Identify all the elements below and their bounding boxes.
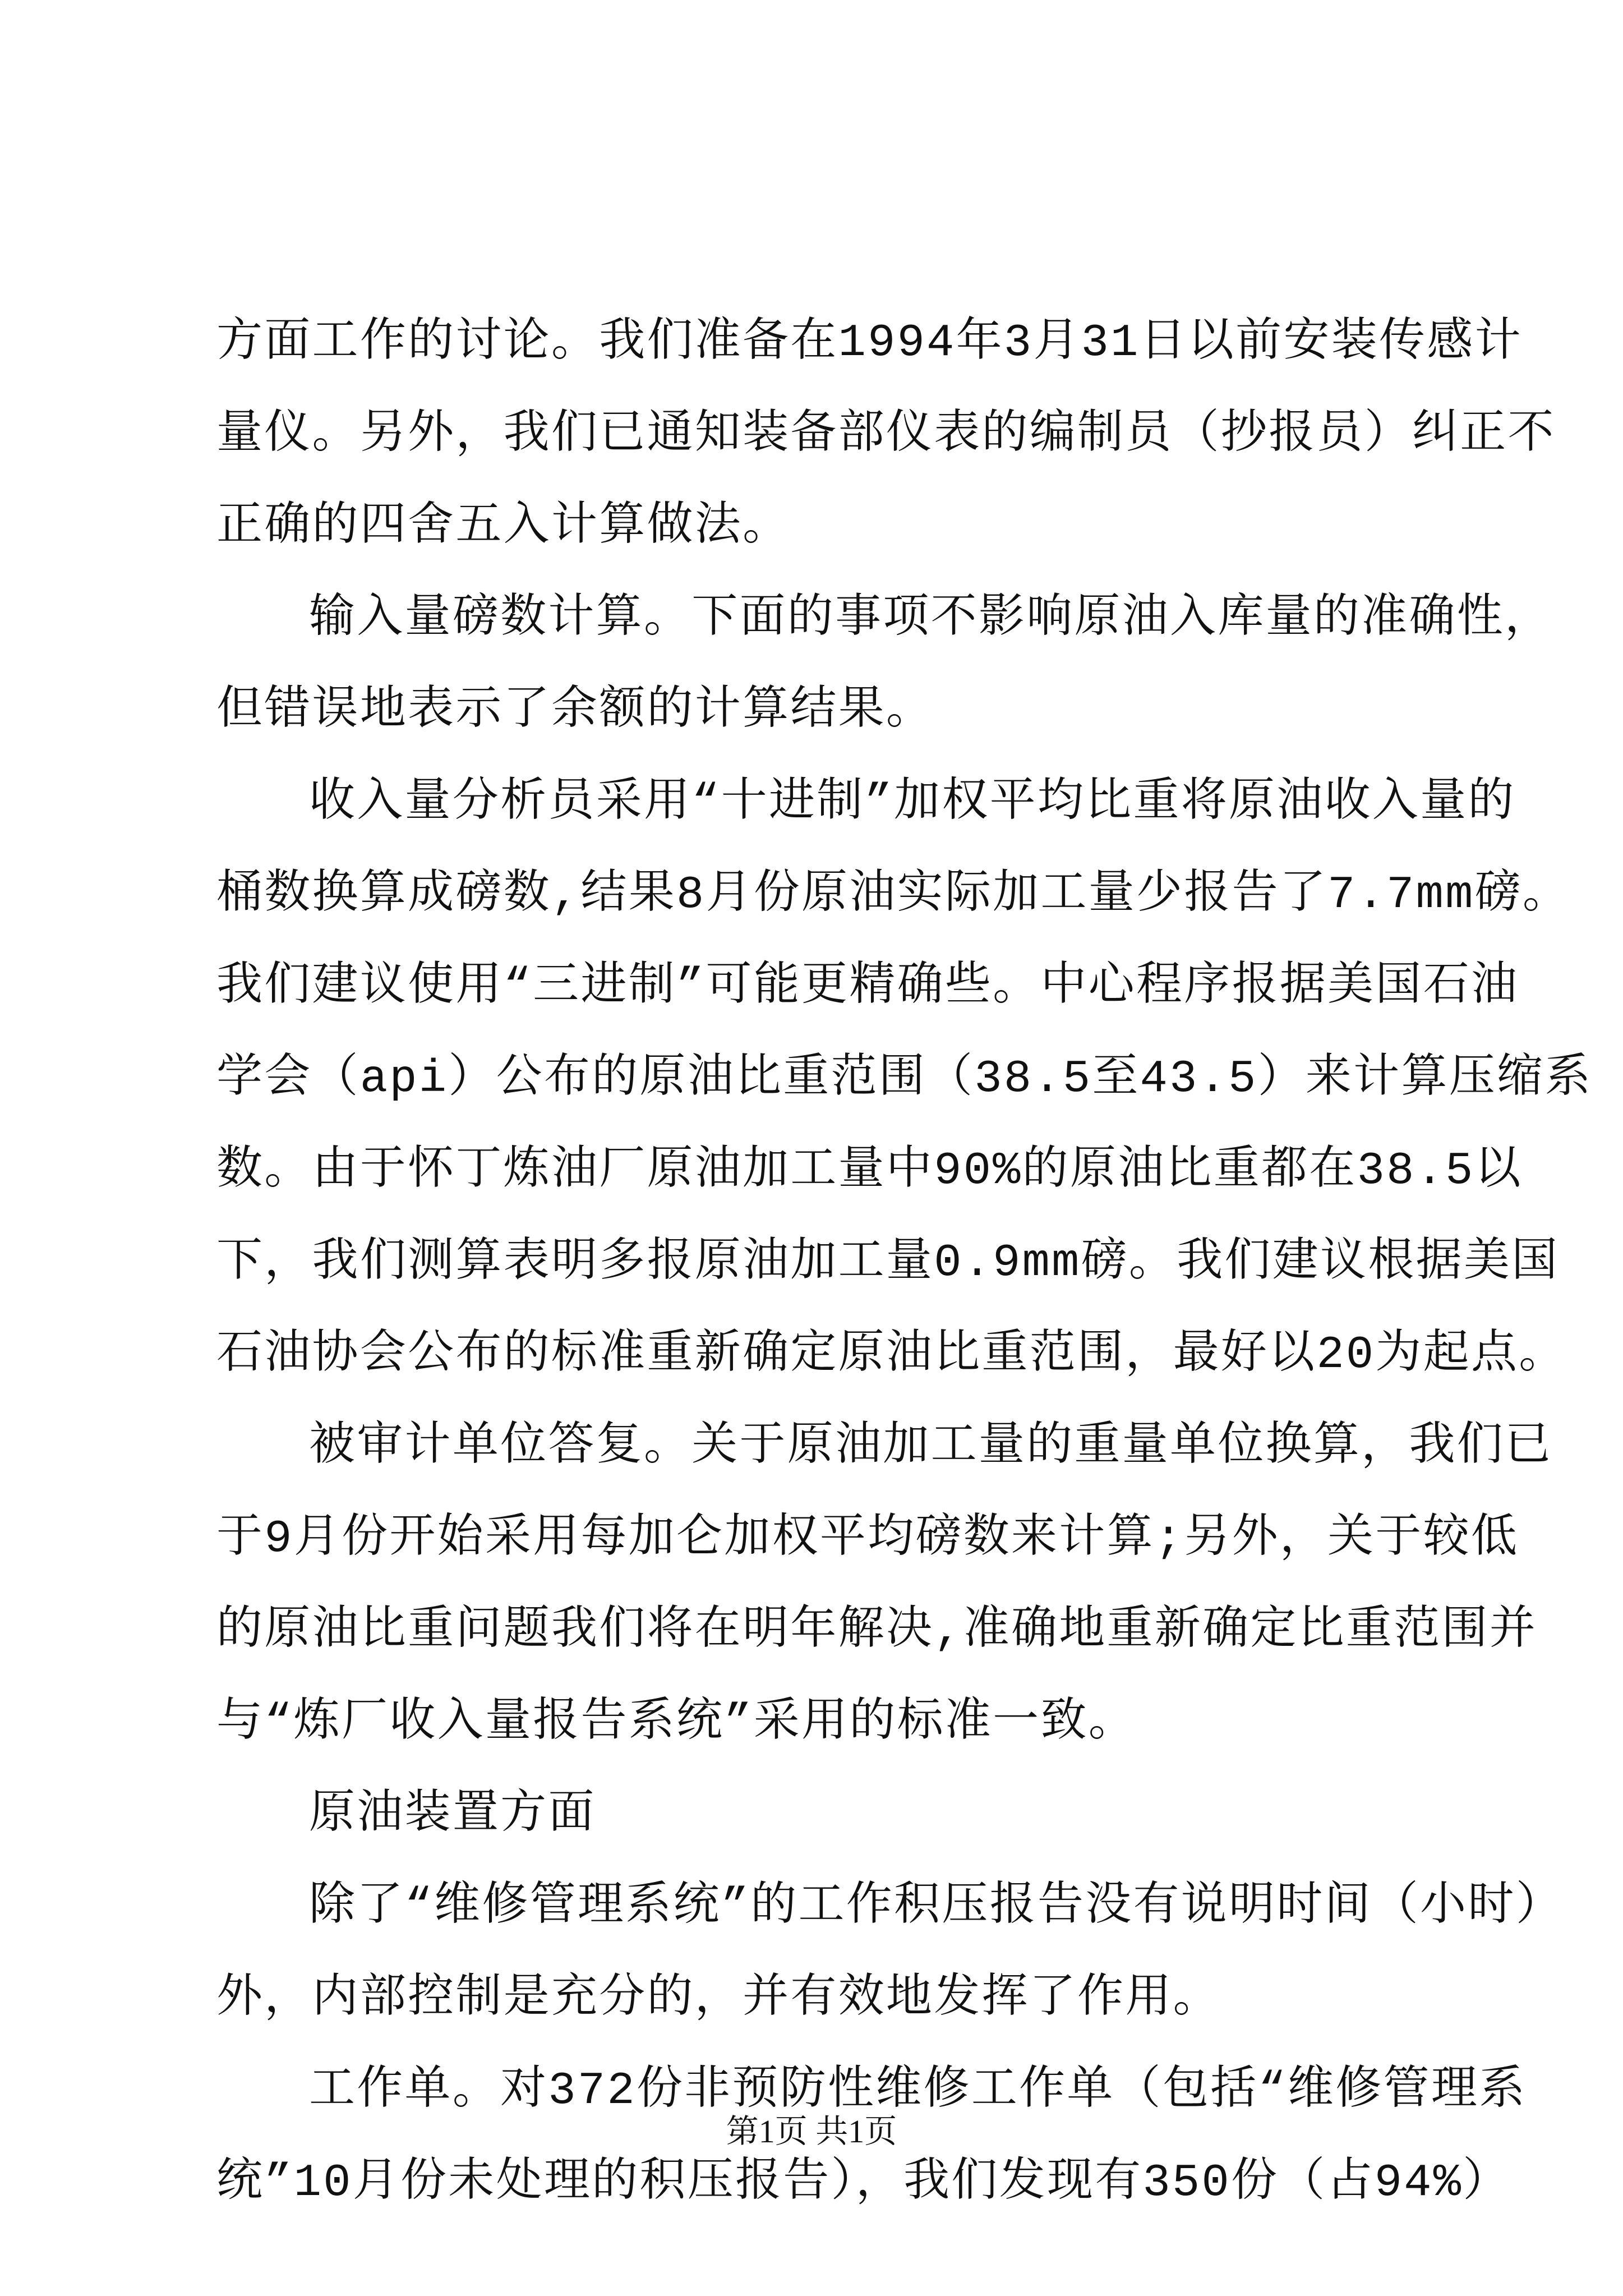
page-number-label: 第1页 共1页 (726, 2113, 897, 2150)
text-line: 的原油比重问题我们将在明年解决,准确地重新确定比重范围并 (216, 1605, 1538, 1657)
paragraph-start-line: 除了“维修管理系统”的工作积压报告没有说明时间（小时） (309, 1881, 1564, 1933)
text-line: 于9月份开始采用每加仑加权平均磅数来计算;另外，关于较低 (216, 1513, 1519, 1565)
text-line: 桶数换算成磅数,结果8月份原油实际加工量少报告了7.7mm磅。 (216, 869, 1571, 921)
paragraph-start-line: 工作单。对372份非预防性维修工作单（包括“维修管理系 (309, 2065, 1527, 2117)
text-line: 外，内部控制是充分的，并有效地发挥了作用。 (216, 1973, 1221, 2025)
text-line: 正确的四舍五入计算做法。 (216, 501, 791, 553)
page-footer (0, 2109, 1623, 2154)
section-heading: 原油装置方面 (309, 1789, 596, 1841)
text-line: 方面工作的讨论。我们准备在1994年3月31日以前安装传感计 (216, 317, 1523, 369)
text-line: 我们建议使用“三进制”可能更精确些。中心程序报据美国石油 (216, 961, 1519, 1013)
text-line: 统”10月份未处理的积压报告），我们发现有350份（占94%） (216, 2157, 1511, 2209)
paragraph-start-line: 输入量磅数计算。下面的事项不影响原油入库量的准确性， (309, 593, 1553, 645)
paragraph-start-line: 被审计单位答复。关于原油加工量的重量单位换算，我们已 (309, 1421, 1553, 1473)
document-body (216, 297, 1593, 2229)
text-line: 量仪。另外，我们已通知装备部仪表的编制员（抄报员）纠正不 (216, 409, 1556, 461)
paragraph-start-line: 收入量分析员采用“十进制”加权平均比重将原油收入量的 (309, 777, 1516, 829)
text-line: 数。由于怀丁炼油厂原油加工量中90%的原油比重都在38.5以 (216, 1145, 1523, 1197)
text-line: 但错误地表示了余额的计算结果。 (216, 685, 934, 737)
text-line: 石油协会公布的标准重新确定原油比重范围，最好以20为起点。 (216, 1329, 1567, 1381)
text-line: 与“炼厂收入量报告系统”采用的标准一致。 (216, 1697, 1137, 1749)
text-line: 下，我们测算表明多报原油加工量0.9mm磅。我们建议根据美国 (216, 1237, 1560, 1289)
text-line: 学会（api）公布的原油比重范围（38.5至43.5）来计算压缩系 (216, 1053, 1593, 1105)
